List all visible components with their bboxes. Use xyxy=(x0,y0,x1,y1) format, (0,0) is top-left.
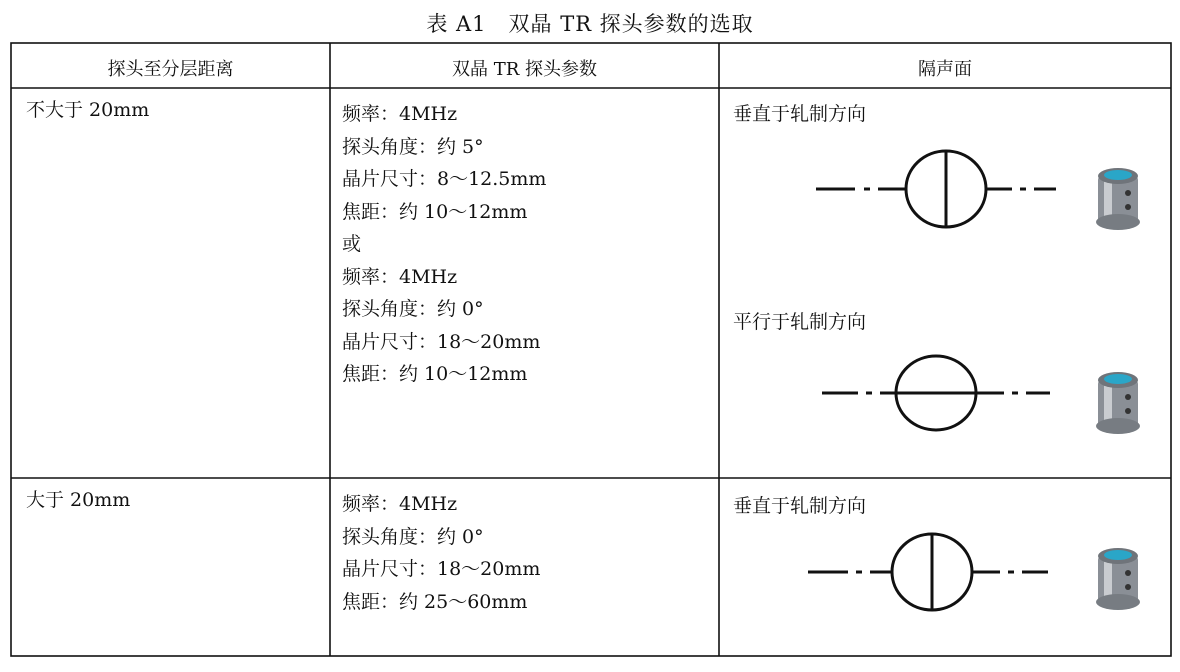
probe-icon xyxy=(1096,168,1140,230)
param-line: 晶片尺寸：8～12.5mm xyxy=(342,168,547,190)
header-params: 双晶 TR 探头参数 xyxy=(451,59,597,80)
row2-params xyxy=(342,488,540,618)
probe-icon xyxy=(1096,548,1140,610)
header-surface: 隔声面 xyxy=(918,59,972,80)
table-title: 表 A1 双晶 TR 探头参数的选取 xyxy=(426,12,754,36)
param-line: 或 xyxy=(342,233,362,255)
param-line: 频率：4MHz xyxy=(342,265,458,288)
param-line: 焦距：约 10～12mm xyxy=(342,200,528,223)
param-line: 频率：4MHz xyxy=(342,493,458,515)
param-line: 焦距：约 10～12mm xyxy=(342,363,528,385)
parallel-divider-diagram xyxy=(822,356,1050,430)
param-line: 频率：4MHz xyxy=(342,103,458,125)
probe-icon xyxy=(1096,372,1140,434)
perpendicular-divider-diagram-2 xyxy=(808,534,1048,610)
param-line: 晶片尺寸：18～20mm xyxy=(342,330,541,353)
surface-label-perpendicular-2: 垂直于轧制方向 xyxy=(733,495,867,517)
param-line: 探头角度：约 5° xyxy=(342,135,484,158)
perpendicular-divider-diagram xyxy=(816,151,1056,227)
param-line: 晶片尺寸：18～20mm xyxy=(342,558,541,580)
param-line: 探头角度：约 0° xyxy=(342,525,484,548)
row1-distance: 不大于 20mm xyxy=(26,99,150,121)
surface-label-perpendicular: 垂直于轧制方向 xyxy=(733,103,867,125)
row1-params xyxy=(342,98,546,391)
row2-distance: 大于 20mm xyxy=(26,489,131,511)
header-distance: 探头至分层距离 xyxy=(107,59,234,80)
param-line: 焦距：约 25～60mm xyxy=(342,590,528,613)
param-line: 探头角度：约 0° xyxy=(342,298,484,320)
surface-label-parallel: 平行于轧制方向 xyxy=(733,311,867,333)
